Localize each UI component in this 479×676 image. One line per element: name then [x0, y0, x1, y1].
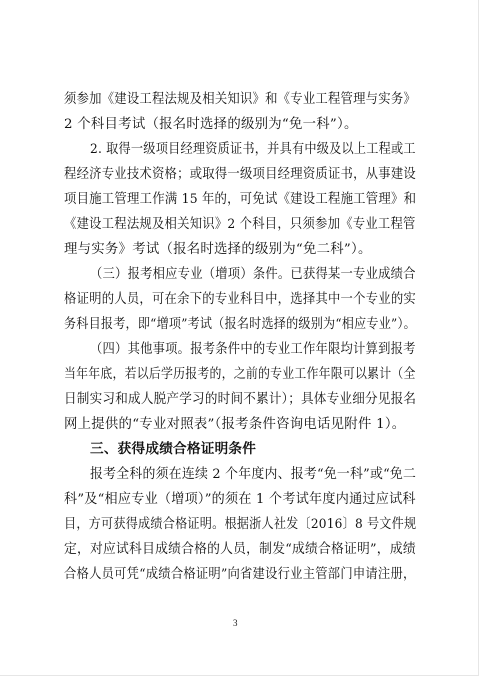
section-heading: 三、获得成绩合格证明条件: [90, 441, 257, 457]
text-line: 《建设工程法规及相关知识》2 个科目，只须参加《专业工程管: [64, 217, 416, 232]
text-line: （三）报考相应专业（增项）条件。已获得某一专业成绩合: [90, 267, 416, 282]
text-line: 须参加《建设工程法规及相关知识》和《专业工程管理与实务》: [64, 92, 416, 107]
text-line: 2 个科目考试（报名时选择的级别为“免一科”）。: [64, 117, 358, 132]
text-line: （四）其他事项。报考条件中的专业工作年限均计算到报考: [90, 342, 416, 357]
text-line: 程经济专业技术资格；或取得一级项目经理资质证书，从事建设: [64, 167, 416, 182]
text-line: 当年年底，若以后学历报考的，之前的专业工作年限可以累计（全: [64, 367, 416, 382]
text-line: 目，方可获得成绩合格证明。根据浙人社发〔2016〕8 号文件规: [64, 517, 417, 532]
text-line: 报考全科的须在连续 2 个年度内、报考“免一科”或“免二: [90, 467, 417, 482]
text-line: 务科目报考，即“增项”考试（报名时选择的级别为“相应专业”）。: [64, 317, 416, 332]
text-line: 科”及“相应专业（增项）”的须在 1 个考试年度内通过应试科: [64, 492, 416, 507]
text-line: 合格人员可凭“成绩合格证明”向省建设行业主管部门申请注册，: [64, 567, 416, 582]
text-line: 定，对应试科目成绩合格的人员，制发“成绩合格证明”，成绩: [64, 542, 416, 557]
text-line: 项目施工管理工作满 15 年的，可免试《建设工程施工管理》和: [64, 192, 417, 207]
text-line: 网上提供的“专业对照表”（报考条件咨询电话见附件 1）。: [64, 417, 406, 432]
text-line: 理与实务》考试（报名时选择的级别为“免二科”）。: [64, 242, 372, 257]
page-number: 3: [233, 618, 238, 628]
text-line: 2. 取得一级项目经理资质证书，并具有中级及以上工程或工: [90, 142, 416, 157]
text-line: 格证明的人员，可在余下的专业科目中，选择其中一个专业的实: [64, 292, 416, 307]
text-line: 日制实习和成人脱产学习的时间不累计）；具体专业细分见报名: [64, 392, 417, 407]
